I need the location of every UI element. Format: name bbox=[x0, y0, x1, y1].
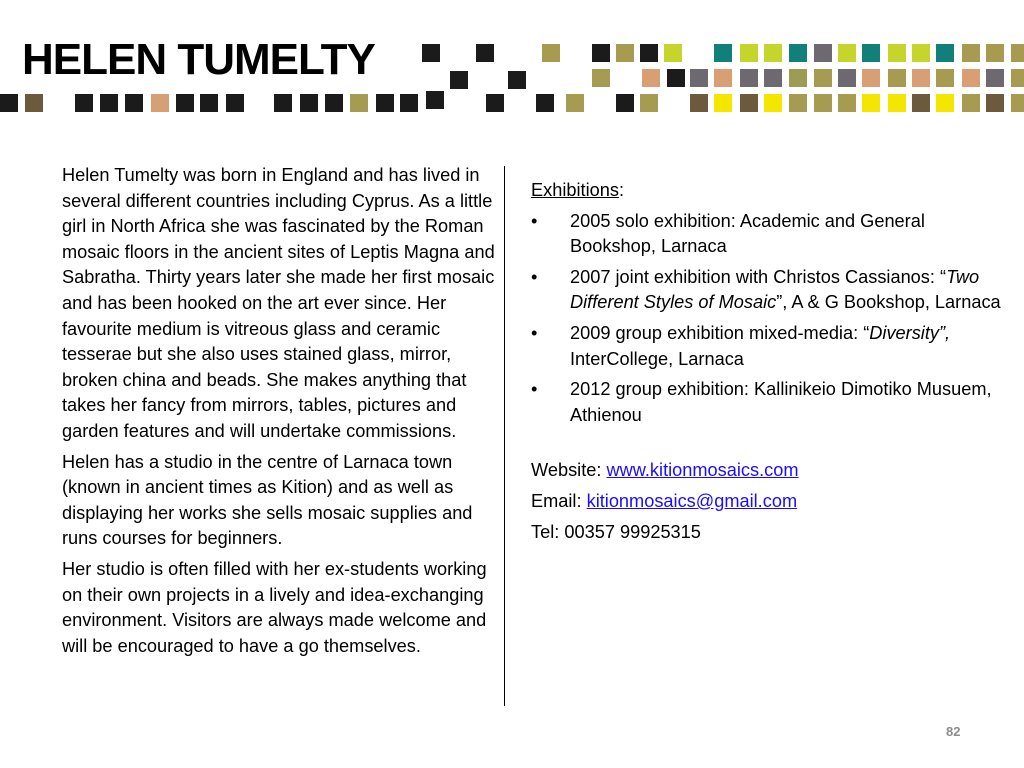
mosaic-tile bbox=[740, 44, 758, 62]
mosaic-tile bbox=[350, 94, 368, 112]
mosaic-tile bbox=[486, 94, 504, 112]
bullet-icon: • bbox=[531, 322, 538, 343]
mosaic-tile bbox=[640, 94, 658, 112]
column-divider bbox=[504, 166, 505, 706]
page-title: HELEN TUMELTY bbox=[22, 35, 375, 84]
mosaic-tile bbox=[176, 94, 194, 112]
mosaic-tile bbox=[1011, 44, 1024, 62]
mosaic-tile bbox=[690, 69, 708, 87]
exhibition-item bbox=[531, 209, 1001, 260]
mosaic-tile bbox=[714, 44, 732, 62]
mosaic-tile bbox=[400, 94, 418, 112]
mosaic-tile bbox=[986, 69, 1004, 87]
email-line bbox=[531, 489, 1001, 515]
mosaic-tile bbox=[936, 44, 954, 62]
mosaic-tile bbox=[1011, 69, 1024, 87]
phone-line: Tel: 00357 99925315 bbox=[531, 521, 701, 542]
bullet-icon: • bbox=[531, 379, 538, 400]
mosaic-tile bbox=[542, 44, 560, 62]
email-link[interactable]: kitionmosaics@gmail.com bbox=[586, 490, 798, 511]
bullet-icon: • bbox=[531, 210, 538, 231]
mosaic-tile bbox=[888, 69, 906, 87]
mosaic-tile bbox=[226, 94, 244, 112]
mosaic-tile bbox=[789, 94, 807, 112]
mosaic-tile bbox=[814, 69, 832, 87]
mosaic-tile bbox=[962, 44, 980, 62]
mosaic-tile bbox=[962, 94, 980, 112]
mosaic-tile bbox=[667, 69, 685, 87]
mosaic-tile bbox=[838, 44, 856, 62]
mosaic-tile bbox=[862, 44, 880, 62]
mosaic-tile bbox=[912, 44, 930, 62]
exhibition-venue: ”, A & G Bookshop, Larnaca bbox=[776, 292, 1001, 313]
mosaic-tile bbox=[936, 94, 954, 112]
mosaic-tile bbox=[714, 69, 732, 87]
mosaic-tile bbox=[740, 69, 758, 87]
mosaic-tile bbox=[376, 94, 394, 112]
exhibition-title: Two Different Styles of Mosaic bbox=[570, 266, 980, 313]
mosaic-tile bbox=[100, 94, 118, 112]
mosaic-tile bbox=[200, 94, 218, 112]
exhibition-text: 2007 joint exhibition with Christos Cassianos: “ bbox=[570, 266, 947, 287]
mosaic-tile bbox=[450, 71, 468, 89]
mosaic-tile bbox=[426, 91, 444, 109]
mosaic-tile bbox=[714, 94, 732, 112]
mosaic-tile bbox=[814, 44, 832, 62]
bullet-icon: • bbox=[531, 266, 538, 287]
exhibitions-heading-colon: : bbox=[618, 180, 625, 200]
mosaic-tile bbox=[986, 44, 1004, 62]
exhibition-item bbox=[531, 377, 1001, 428]
mosaic-tile bbox=[325, 94, 343, 112]
mosaic-tile bbox=[642, 69, 660, 87]
mosaic-tile bbox=[422, 44, 440, 62]
mosaic-tile bbox=[936, 69, 954, 87]
mosaic-tile bbox=[566, 94, 584, 112]
exhibitions-heading-text: Exhibitions bbox=[531, 180, 619, 200]
mosaic-tile bbox=[962, 69, 980, 87]
mosaic-tile bbox=[536, 94, 554, 112]
mosaic-tile bbox=[75, 94, 93, 112]
mosaic-tile bbox=[888, 94, 906, 112]
exhibition-title: Diversity”, bbox=[869, 322, 951, 343]
details-column bbox=[531, 178, 1001, 550]
mosaic-tile bbox=[690, 94, 708, 112]
mosaic-tile bbox=[664, 44, 682, 62]
website-line bbox=[531, 458, 1001, 484]
exhibition-venue: InterCollege, Larnaca bbox=[570, 348, 744, 369]
mosaic-tile bbox=[151, 94, 169, 112]
mosaic-tile bbox=[592, 69, 610, 87]
exhibitions-list bbox=[531, 209, 1001, 429]
mosaic-tile bbox=[862, 69, 880, 87]
biography-column bbox=[62, 163, 502, 664]
mosaic-tile bbox=[789, 44, 807, 62]
bio-paragraph: Her studio is often filled with her ex-students working on their own projects in a lively and idea-exchanging environment. Visitors are always made welcome and will be encouraged to have a go themselves. bbox=[62, 558, 487, 656]
mosaic-tile bbox=[640, 44, 658, 62]
mosaic-tile bbox=[508, 71, 526, 89]
mosaic-tile bbox=[0, 94, 18, 112]
mosaic-tile bbox=[1011, 94, 1024, 112]
mosaic-tile bbox=[838, 94, 856, 112]
mosaic-tile bbox=[986, 94, 1004, 112]
mosaic-tile bbox=[764, 94, 782, 112]
mosaic-tile bbox=[25, 94, 43, 112]
mosaic-tile bbox=[125, 94, 143, 112]
website-label: Website: bbox=[531, 460, 607, 481]
mosaic-tile bbox=[814, 94, 832, 112]
email-label: Email: bbox=[531, 490, 587, 511]
mosaic-tile bbox=[764, 69, 782, 87]
mosaic-tile bbox=[912, 94, 930, 112]
mosaic-tile bbox=[764, 44, 782, 62]
exhibition-item bbox=[531, 265, 1001, 316]
page-number: 82 bbox=[946, 724, 961, 739]
exhibition-text: 2009 group exhibition mixed-media: “ bbox=[570, 322, 870, 343]
mosaic-tile bbox=[274, 94, 292, 112]
exhibition-text: 2012 group exhibition: Kallinikeio Dimotiko Musuem, Athienou bbox=[570, 379, 992, 425]
mosaic-tile bbox=[838, 69, 856, 87]
mosaic-tile bbox=[616, 44, 634, 62]
mosaic-tile bbox=[912, 69, 930, 87]
exhibition-text: 2005 solo exhibition: Academic and General Bookshop, Larnaca bbox=[570, 210, 925, 257]
mosaic-tile bbox=[888, 44, 906, 62]
mosaic-tile bbox=[616, 94, 634, 112]
mosaic-tile bbox=[476, 44, 494, 62]
exhibition-item bbox=[531, 321, 1001, 372]
mosaic-tile bbox=[592, 44, 610, 62]
bio-paragraph: Helen Tumelty was born in England and has lived in several different countries including Cyprus. As a little girl in North Africa she was fascinated by the Roman mosaic floors in the ancient sites of Leptis Magna and Sabratha. Thirty years later she made her first mosaic and has been hooked on the art ever since. Her favourite medium is vitreous glass and ceramic tesserae but she also uses stained glass, mirror, broken china and beads. She makes anything that takes her fancy from mirrors, tables, pictures and garden features and will undertake commissions. bbox=[62, 165, 495, 441]
website-link[interactable]: www.kitionmosaics.com bbox=[606, 460, 799, 481]
contact-block bbox=[531, 458, 1001, 545]
mosaic-tile bbox=[740, 94, 758, 112]
bio-paragraph: Helen has a studio in the centre of Larnaca town (known in ancient times as Kition) and as well as displaying her works she sells mosaic supplies and runs courses for beginners. bbox=[62, 451, 473, 549]
mosaic-tile bbox=[789, 69, 807, 87]
mosaic-tile bbox=[862, 94, 880, 112]
exhibitions-heading bbox=[531, 178, 1001, 204]
mosaic-tile bbox=[300, 94, 318, 112]
